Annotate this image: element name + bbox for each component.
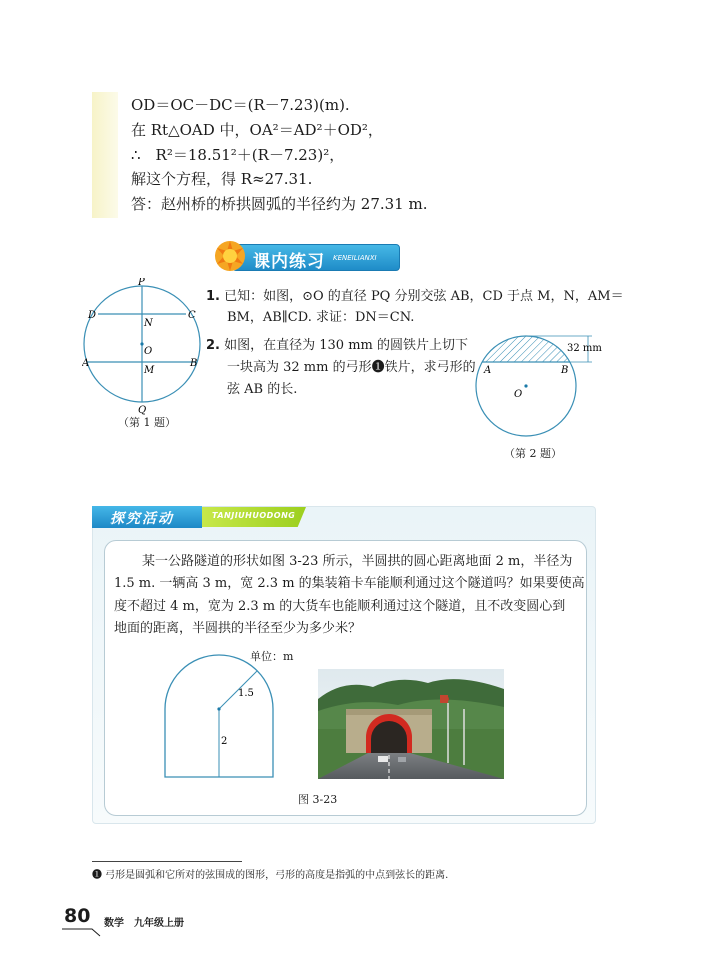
tunnel-center-dot	[217, 707, 220, 710]
page-number: 80	[64, 905, 91, 927]
fig1-label-o: O	[144, 346, 153, 357]
explore-text-line-3: 度不超过 4 m，宽为 2.3 m 的大货车也能顺利通过这个隧道，且不改变圆心到	[114, 599, 566, 614]
exercise-2-number: 2.	[206, 338, 220, 353]
explore-text-line-4: 地面的距离，半圆拱的半径至少为多少米？	[114, 621, 362, 636]
exercise-2-line-3: 弦 AB 的长.	[227, 382, 298, 397]
fig1-label-q: Q	[138, 405, 147, 416]
solution-answer: 答：赵州桥的桥拱圆弧的半径约为 27.31 m.	[131, 195, 428, 213]
exercise-1	[206, 286, 624, 308]
exercise-1-number: 1.	[206, 289, 220, 304]
figure-2-caption: （第 2 题）	[504, 447, 562, 460]
fig1-label-p: P	[138, 278, 145, 288]
fig1-label-b: B	[190, 358, 198, 369]
book-title: 数学 九年级上册	[104, 918, 184, 929]
exercise-2-line-1: 如图，在直径为 130 mm 的圆铁片上切下	[224, 338, 468, 353]
exercise-1-line-1: 已知：如图，⊙O 的直径 PQ 分别交弦 AB，CD 于点 M，N，AM＝	[224, 289, 624, 304]
figure-3-23-caption: 图 3-23	[298, 793, 338, 806]
explore-pinyin: TANJIUHUODONG	[212, 511, 296, 520]
figure-2-circle-segment	[470, 328, 610, 446]
fig2-label-o: O	[514, 389, 523, 400]
fig1-label-m: M	[144, 365, 155, 376]
fig2-label-b: B	[561, 365, 569, 376]
figure-1-circle-chords	[82, 278, 202, 418]
solution-line-4: 解这个方程，得 R≈27.31.	[131, 170, 313, 188]
tunnel-height-label: 2	[221, 736, 228, 747]
fig1-label-a: A	[82, 358, 90, 369]
exercise-1-line-2: BM，AB∥CD. 求证：DN＝CN.	[227, 310, 415, 325]
figure-1-caption: （第 1 题）	[118, 416, 176, 429]
tunnel-photo	[318, 669, 504, 779]
explore-text-line-2: 1.5 m. 一辆高 3 m，宽 2.3 m 的集装箱卡车能顺利通过这个隧道吗？如果要使高	[114, 576, 585, 591]
footnote-divider	[92, 861, 242, 862]
fig1-label-n: N	[144, 318, 153, 329]
unit-label: 单位：m	[250, 650, 294, 663]
solution-line-1: OD＝OC－DC＝(R－7.23)(m).	[131, 96, 350, 114]
fig1-label-c: C	[188, 310, 196, 321]
fig2-center-dot	[524, 384, 527, 387]
fig2-height-label: 32 mm	[567, 343, 602, 354]
fig2-label-a: A	[484, 365, 492, 376]
explore-text-line-1: 某一公路隧道的形状如图 3-23 所示，半圆拱的圆心距离地面 2 m，半径为	[142, 554, 573, 569]
practice-pinyin: KENEILIANXI	[333, 254, 377, 262]
solution-line-2: 在 Rt△OAD 中，OA²＝AD²＋OD²，	[131, 121, 383, 139]
practice-banner	[232, 244, 400, 271]
exercise-2-line-2: 一块高为 32 mm 的弓形❶铁片，求弓形的	[227, 360, 476, 375]
explore-title: 探究活动	[110, 511, 174, 527]
fig1-label-d: D	[88, 310, 97, 321]
footnote: ❶ 弓形是圆弧和它所对的弦围成的图形，弓形的高度是指弧的中点到弦长的距离.	[92, 870, 449, 881]
sun-badge-icon	[212, 238, 248, 274]
tunnel-radius-label: 1.5	[238, 688, 254, 699]
tunnel-diagram	[160, 645, 280, 781]
exercise-2	[206, 335, 468, 357]
footer-corner-rule	[62, 928, 102, 938]
solution-line-3: ∴ R²＝18.51²＋(R－7.23)²，	[131, 146, 345, 164]
practice-title: 课内练习	[253, 252, 325, 272]
solution-highlight-bar	[92, 92, 118, 218]
